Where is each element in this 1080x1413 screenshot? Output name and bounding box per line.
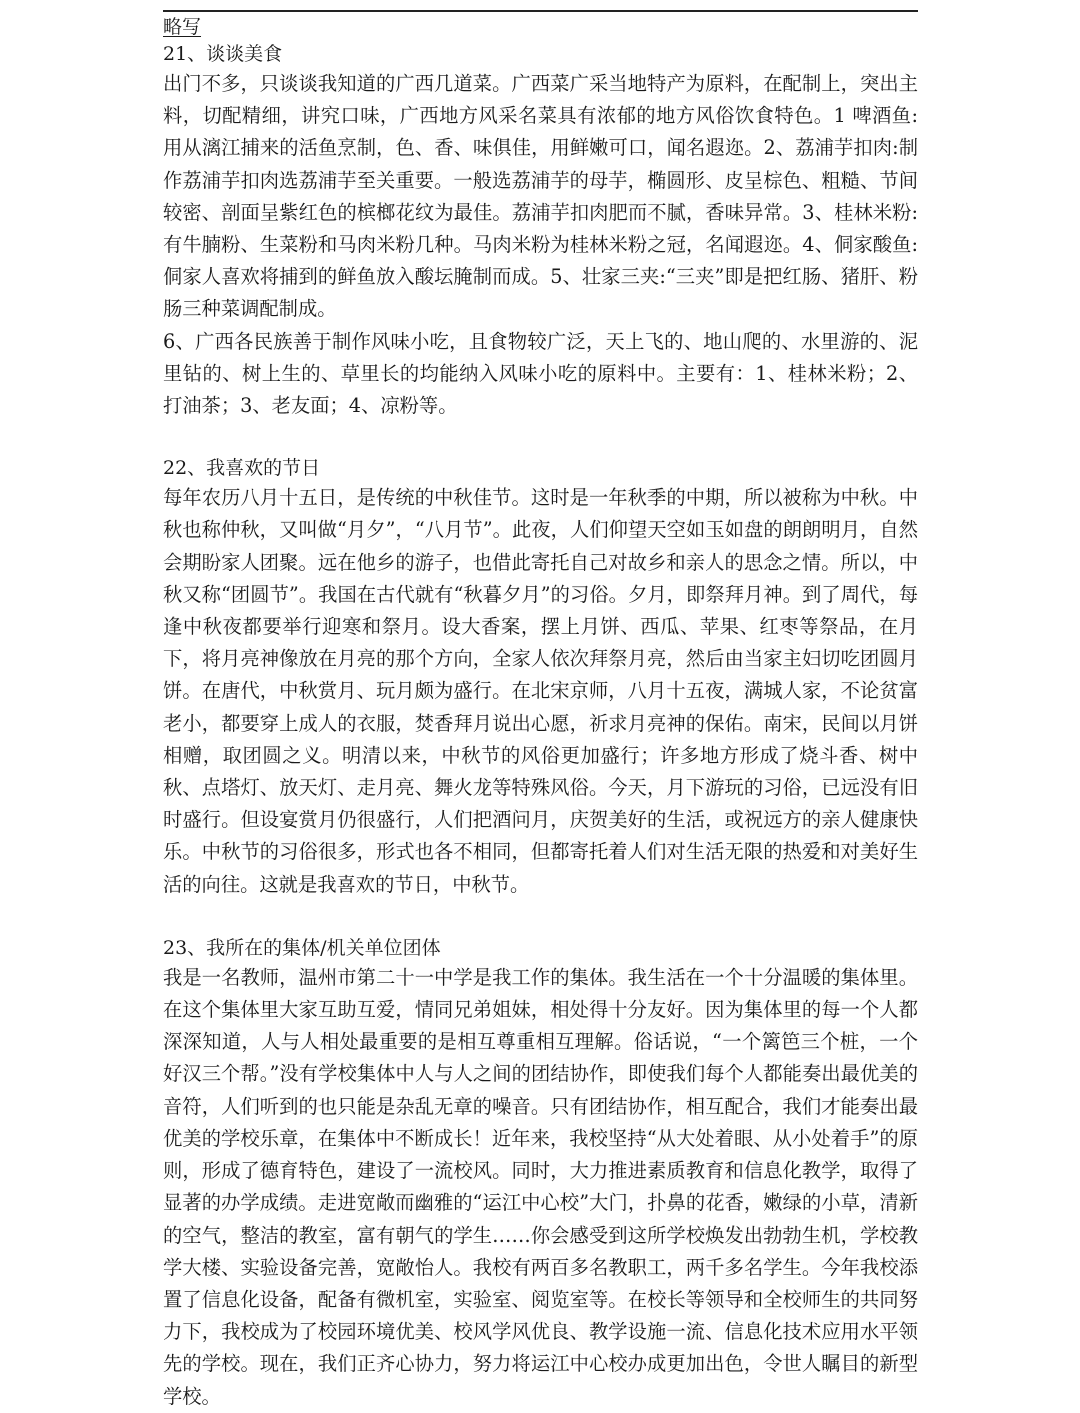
section-gap — [163, 422, 918, 454]
essay-paragraph: 每年农历八月十五日，是传统的中秋佳节。这时是一年秋季的中期，所以被称为中秋。中秋也称仲秋，又叫做“月夕”，“八月节”。此夜，人们仰望天空如玉如盘的朗朗明月，自然会期盼家人团聚。远在他乡的游子，也借此寄托自己对故乡和亲人的思念之情。所以，中秋又称“团圆节”。我国在古代就有“秋暮夕月”的习俗。夕月，即祭拜月神。到了周代，每逢中秋夜都要举行迎寒和祭月。设大香案，摆上月饼、西瓜、苹果、红枣等祭品，在月下，将月亮神像放在月亮的那个方向，全家人依次拜祭月亮，然后由当家主妇切吃团圆月饼。在唐代，中秋赏月、玩月颇为盛行。在北宋京师，八月十五夜，满城人家，不论贫富老小，都要穿上成人的衣服，焚香拜月说出心愿，祈求月亮神的保佑。南宋，民间以月饼相赠，取团圆之义。明清以来，中秋节的风俗更加盛行；许多地方形成了烧斗香、树中秋、点塔灯、放天灯、走月亮、舞火龙等特殊风俗。今天，月下游玩的习俗，已远没有旧时盛行。但设宴赏月仍很盛行，人们把酒问月，庆贺美好的生活，或祝远方的亲人健康快乐。中秋节的习俗很多，形式也各不相同，但都寄托着人们对生活无限的热爱和对美好生活的向往。这就是我喜欢的节日，中秋节。 — [163, 486, 918, 896]
document-title: 略写 — [163, 16, 202, 38]
essay-food — [163, 40, 918, 422]
essay-collective — [163, 934, 918, 1413]
essay-paragraph: 6、广西各民族善于制作风味小吃，且食物较广泛，天上飞的、地山爬的、水里游的、泥里钻的、树上生的、草里长的均能纳入风味小吃的原料中。主要有：1、桂林米粉；2、打油茶；3、老友面；4、凉粉等。 — [163, 329, 918, 418]
essay-title: 21、谈谈美食 — [163, 43, 283, 65]
document-page — [163, 10, 918, 1413]
essay-title: 22、我喜欢的节日 — [163, 457, 321, 480]
top-rule-divider — [163, 10, 918, 12]
essay-festival — [163, 454, 918, 901]
essay-paragraph: 我是一名教师，温州市第二十一中学是我工作的集体。我生活在一个十分温暖的集体里。在这个集体里大家互助互爱，情同兄弟姐妹，相处得十分友好。因为集体里的每一个人都深深知道，人与人相处最重要的是相互尊重相互理解。俗话说，“一个篱笆三个桩，一个好汉三个帮。”没有学校集体中人与人之间的团结协作，即使我们每个人都能奏出最优美的音符，人们听到的也只能是杂乱无章的噪音。只有团结协作，相互配合，我们才能奏出最优美的学校乐章，在集体中不断成长！近年来，我校坚持“从大处着眼、从小处着手”的原则，形成了德育特色，建设了一流校风。同时，大力推进素质教育和信息化教学，取得了显著的办学成绩。走进宽敞而幽雅的“运江中心校”大门，扑鼻的花香，嫩绿的小草，清新的空气，整洁的教室，富有朝气的学生……你会感受到这所学校焕发出勃勃生机，学校教学大楼、实验设备完善，宽敞怡人。我校有两百多名教职工，两千多名学生。今年我校添置了信息化设备，配备有微机室，实验室、阅览室等。在校长等领导和全校师生的共同努力下，我校成为了校园环境优美、校风学风优良、教学设施一流、信息化技术应用水平领先的学校。现在，我们正齐心协力，努力将运江中心校办成更加出色，令世人瞩目的新型学校。 — [163, 965, 918, 1408]
essay-title: 23、我所在的集体/机关单位团体 — [163, 936, 441, 959]
essay-paragraph: 出门不多，只谈谈我知道的广西几道菜。广西菜广采当地特产为原料，在配制上，突出主料，切配精细，讲究口味，广西地方风采名菜具有浓郁的地方风俗饮食特色。1 啤酒鱼:用从漓江捕来的活鱼烹制，色、香、味俱佳，用鲜嫩可口，闻名遐迩。2、荔浦芋扣肉:制作荔浦芋扣肉选荔浦芋至关重要。一般选荔浦芋的母芋，椭圆形、皮呈棕色、粗糙、节间较密、剖面呈紫红色的槟榔花纹为最佳。荔浦芋扣肉肥而不腻，香味异常。3、桂林米粉:有牛腩粉、生菜粉和马肉米粉几种。马肉米粉为桂林米粉之冠，名闻遐迩。4、侗家酸鱼:侗家人喜欢将捕到的鲜鱼放入酸坛腌制而成。5、壮家三夹:“三夹”即是把红肠、猪肝、粉肠三种菜调配制成。 — [163, 72, 918, 321]
section-gap — [163, 901, 918, 934]
